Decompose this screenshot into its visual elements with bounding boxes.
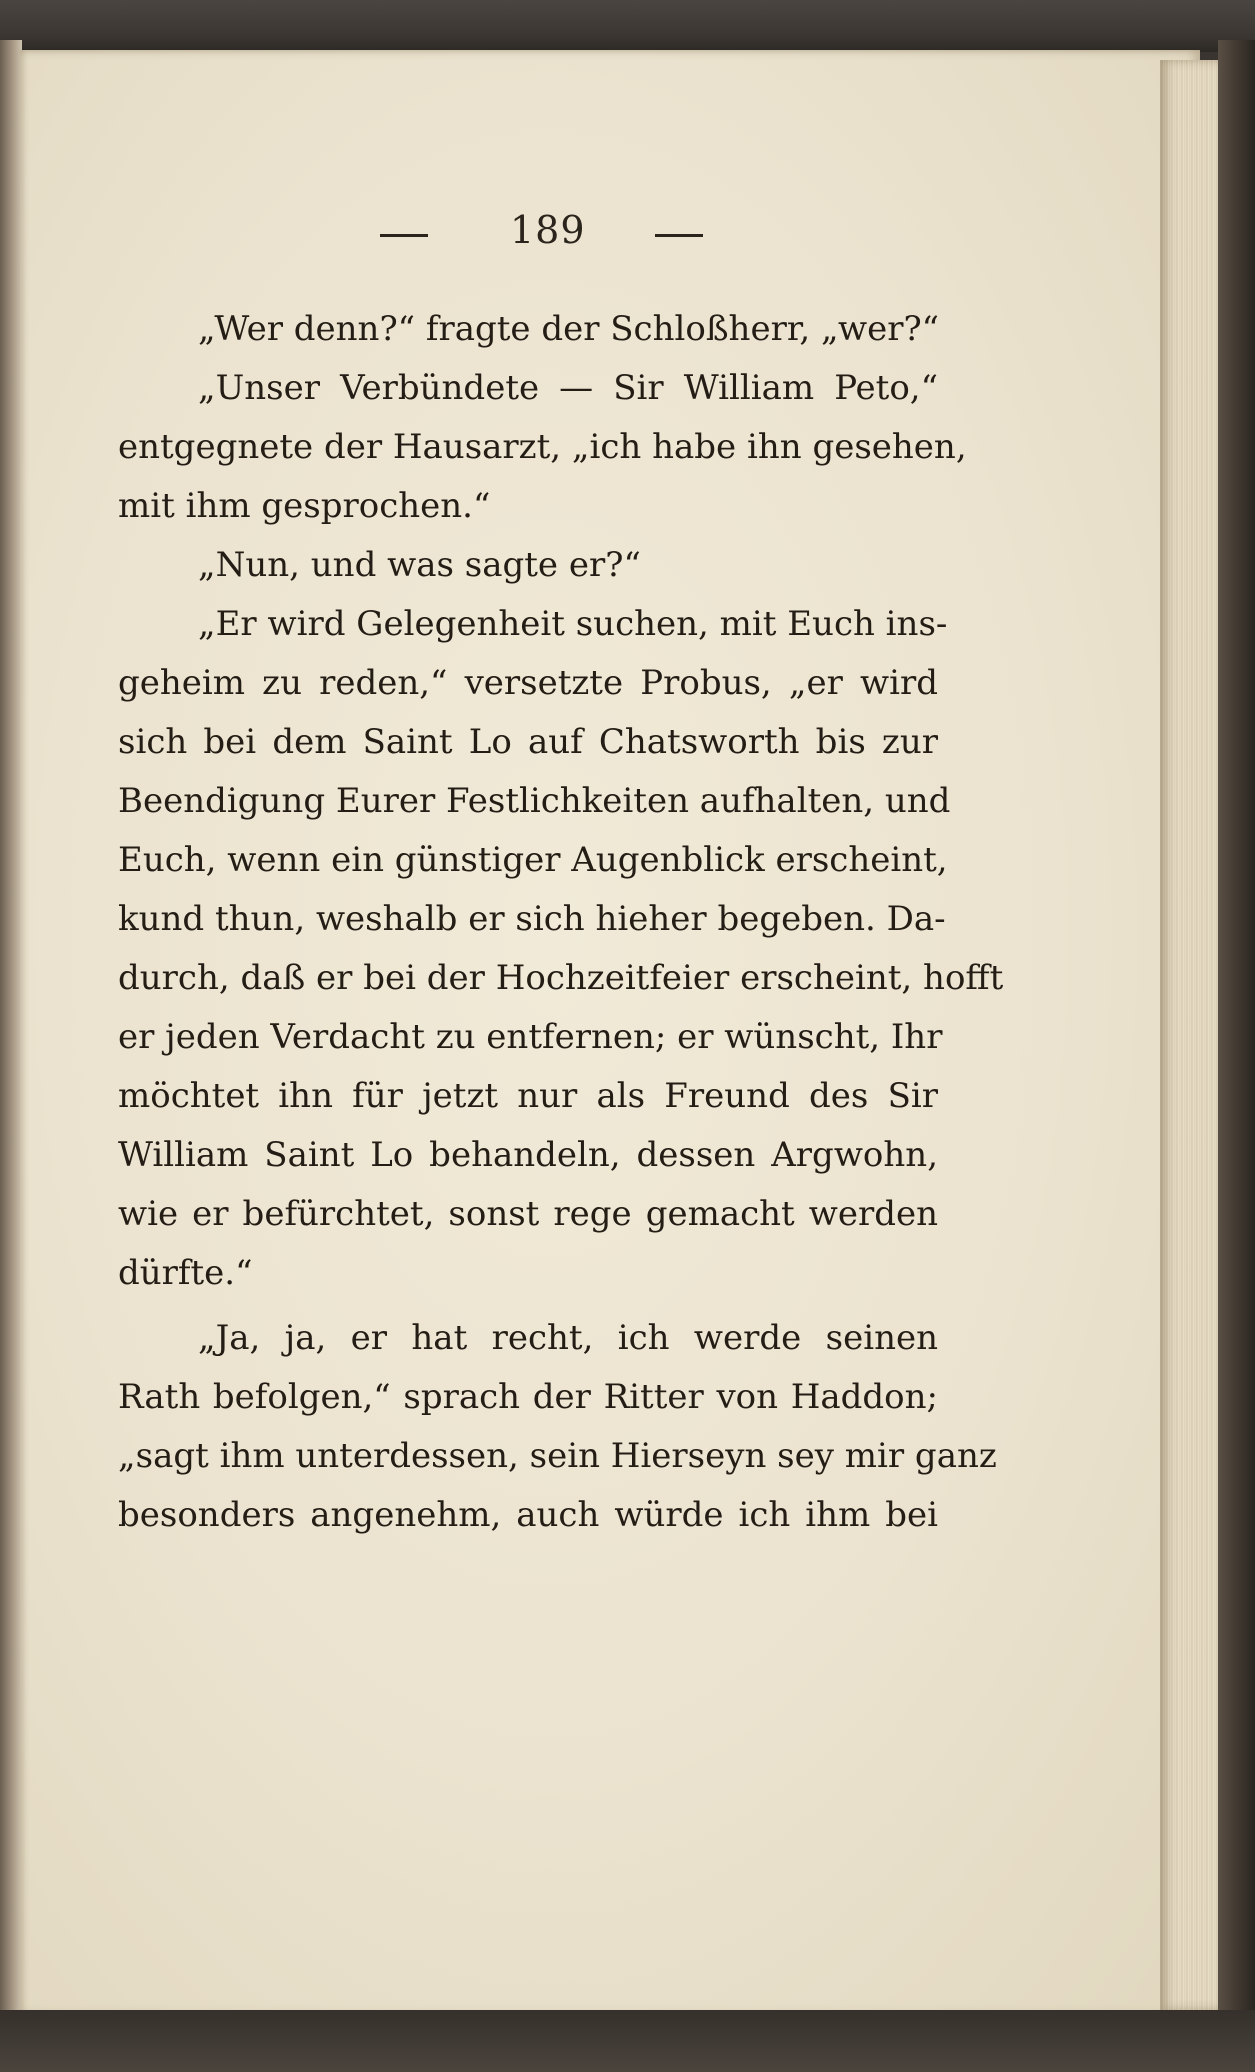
page-stack-edges [1160,60,1220,2010]
text-line: William Saint Lo behandeln, dessen Argwohn, [118,1135,938,1175]
text-line: besonders angenehm, auch würde ich ihm bei [118,1495,938,1535]
text-line: entgegnete der Hausarzt, „ich habe ihn gesehen, [118,427,967,467]
page-body [118,300,1004,1545]
facing-page-edge [0,40,22,2030]
text-line: durch, daß er bei der Hochzeitfeier erscheint, hofft [118,958,1004,998]
text-line: sich bei dem Saint Lo auf Chatsworth bis zur [118,722,938,762]
text-line: Rath befolgen,“ sprach der Ritter von Haddon; [118,1377,938,1417]
book-cover-right [1218,40,1255,2030]
book-cover-top [0,0,1255,52]
page-header [380,200,710,260]
book-cover-bottom [0,2010,1255,2072]
page-number: 189 [510,208,586,252]
text-line: „Ja, ja, er hat recht, ich werde seinen [198,1318,938,1358]
text-line: er jeden Verdacht zu entfernen; er wünscht, Ihr [118,1017,943,1057]
text-line: möchtet ihn für jetzt nur als Freund des Sir [118,1076,938,1116]
text-line: Beendigung Eurer Festlichkeiten aufhalten, und [118,781,951,821]
text-line: „Nun, und was sagte er?“ [198,545,641,585]
text-line: Euch, wenn ein günstiger Augenblick erscheint, [118,840,948,880]
text-line: dürfte.“ [118,1253,253,1293]
text-line: wie er befürchtet, sonst rege gemacht werden [118,1194,938,1234]
text-line: mit ihm gesprochen.“ [118,486,491,526]
text-line: „Er wird Gelegenheit suchen, mit Euch ins- [198,604,948,644]
text-line: „Unser Verbündete — Sir William Peto,“ [198,368,938,408]
header-dash-right [655,234,703,237]
text-line: geheim zu reden,“ versetzte Probus, „er wird [118,663,938,703]
header-dash-left [380,234,428,237]
text-line: „sagt ihm unterdessen, sein Hierseyn sey mir ganz [118,1436,997,1476]
text-line: kund thun, weshalb er sich hieher begeben. Da- [118,899,946,939]
text-line: „Wer denn?“ fragte der Schloßherr, „wer?“ [198,309,940,349]
